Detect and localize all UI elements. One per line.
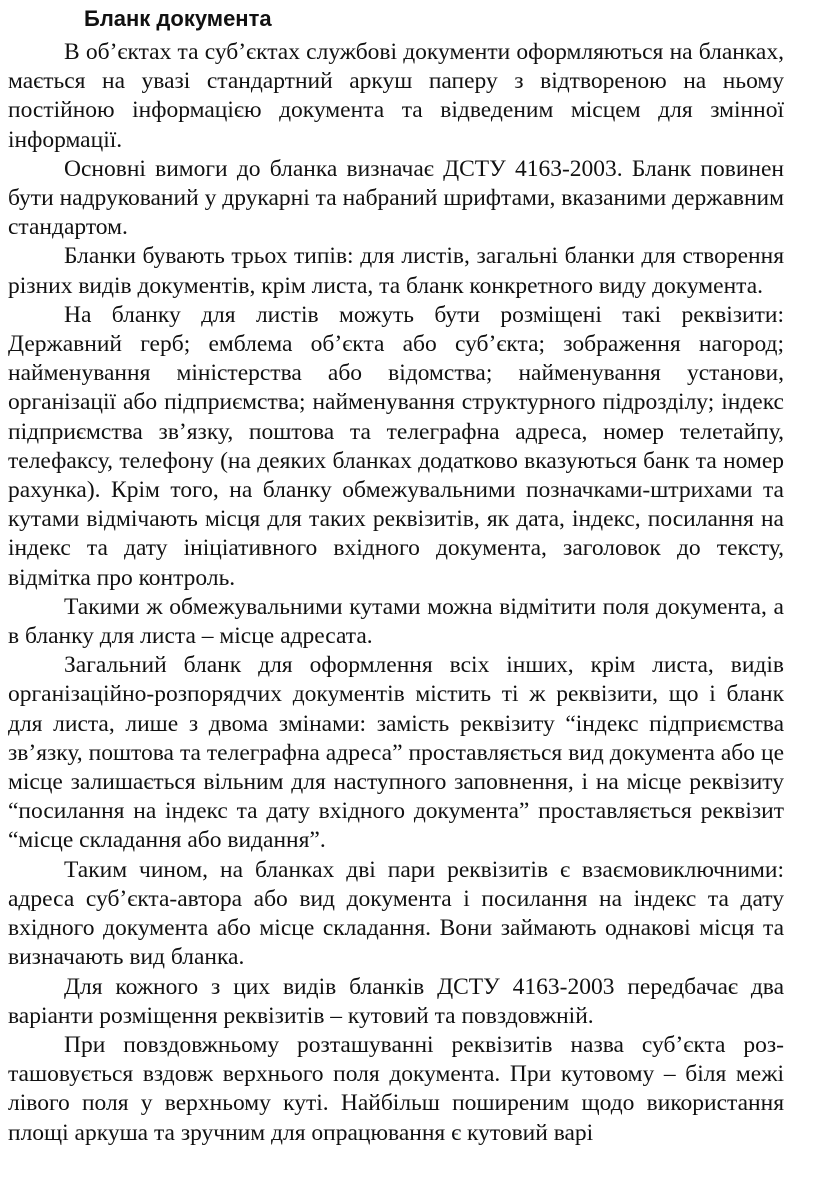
paragraph-requirements: Основні вимоги до бланка визначає ДСТУ 4163-2003. Бланк повинен бути надрукований у друкарні та набраний шрифтами, вказаними державним стандартом. — [8, 155, 784, 241]
document-body — [8, 38, 784, 1148]
paragraph-mutually-exclusive: Таким чином, на бланках дві пари реквізитів є взаємовиключними: адреса суб’єкта-автора або вид документа і посилання на індекс та дату вхідного документа або місце складання. Вони займають однакові місця та визначають вид бланка. — [8, 856, 784, 971]
page-title: Бланк документа — [84, 6, 272, 31]
paragraph-variants: Для кожного з цих видів бланків ДСТУ 4163-2003 передбачає два варіанти розміщення реквізитів – кутовий та повздовжній. — [8, 973, 784, 1029]
paragraph-letter-requisites: На бланку для листів можуть бути розміщені такі реквізити: Державний герб; емблема об’єкта або суб’єкта; зображення нагород; найменування міністерства або відомства; найменування установи, організації або підприємства; найменування структурного підрозділу; індекс підприємства зв’язку, поштова та телеграфна адреса, номер телетайпу, телефаксу, телефону (на деяких бланках додатково вказуються банк та номер рахунка). Крім того, на бланку обмежувальними позначками-штрихами та кутами відмічають місця для таких реквізитів, як дата, індекс, посилання на індекс та дату ініціативного вхідного документа, заголовок до тексту, відмітка про контроль. — [8, 301, 784, 591]
paragraph-intro: В об’єктах та суб’єктах службові документи оформляються на бланках, мається на увазі стандартний аркуш паперу з відтвореною на ньому постійною інформацією документа та відведеним місцем для змінної інформації. — [8, 39, 784, 153]
paragraph-general-blank: Загальний бланк для оформлення всіх інших, крім листа, видів організаційно-розпорядчих документів містить ті ж реквізити, що і бланк для листа, лише з двома змінами: замість реквізиту “індекс підприємства зв’язку, поштова та телеграфна адреса” проставляється вид документа або це місце залишається вільним для наступного заповнення, і на місце реквізиту “посилання на індекс та дату вхідного документа” проставляється реквізит “місце складання або видання”. — [8, 652, 784, 854]
paragraph-placement: При повздовжньому розташуванні реквізитів назва суб’єкта розташовується вздовж верхнього поля документа. При кутовому – біля межі лівого поля у верхньому куті. Найбільш поширеним щодо використання площі аркуша та зручним для опрацювання є кутовий варі — [8, 1031, 784, 1146]
paragraph-corners: Такими ж обмежувальними кутами можна відмітити поля документа, а в бланку для листа – місце адресата. — [8, 593, 784, 650]
paragraph-types: Бланки бувають трьох типів: для листів, загальні бланки для створення різних видів документів, крім листа, та бланк конкретного виду документа. — [8, 243, 784, 299]
